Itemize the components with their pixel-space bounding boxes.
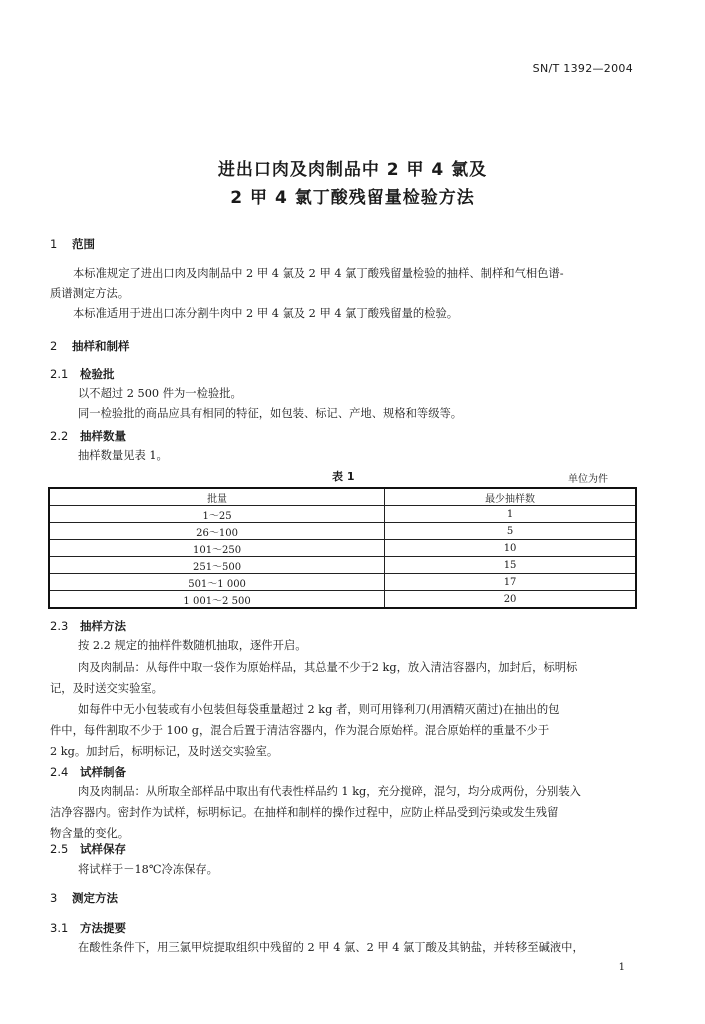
paragraph: 抽样数量见表 1。 [78, 449, 168, 462]
table-cell: 501～1 000 [49, 574, 385, 591]
subsection-2-1-heading [50, 366, 115, 382]
table-cell: 10 [385, 540, 636, 557]
table-row [49, 591, 636, 609]
table-row [49, 523, 636, 540]
table-row [49, 557, 636, 574]
table-cell: 26～100 [49, 523, 385, 540]
subsection-2-5-heading [50, 841, 126, 857]
paragraph: 按 2.2 规定的抽样件数随机抽取，逐件开启。 [78, 639, 307, 652]
sampling-table [48, 487, 637, 609]
paragraph: 肉及肉制品：从所取全部样品中取出有代表性样品约 1 kg，充分搅碎，混匀，均分成两份，分别装入 [78, 785, 581, 798]
paragraph: 同一检验批的商品应具有相同的特征，如包装、标记、产地、规格和等级等。 [78, 407, 463, 420]
paragraph: 在酸性条件下，用三氯甲烷提取组织中残留的 2 甲 4 氯、2 甲 4 氯丁酸及其钠盐，并转移至碱液中， [78, 941, 584, 954]
subsection-number: 2.1 [50, 367, 69, 381]
table-header-row [49, 488, 636, 506]
document-title-line2: 2 甲 4 氯丁酸残留量检验方法 [230, 188, 475, 208]
subsection-title: 试样保存 [80, 842, 126, 856]
paragraph-continued: 记，及时送交实验室。 [50, 682, 163, 695]
subsection-title: 检验批 [80, 367, 115, 381]
paragraph: 如每件中无小包装或有小包装但每袋重量超过 2 kg 者，则可用锋利刀(用酒精灭菌过)在抽出的包 [78, 703, 560, 716]
subsection-2-4-heading [50, 764, 126, 780]
paragraph-continued: 洁净容器内。密封作为试样，标明标记。在抽样和制样的操作过程中，应防止样品受到污染或发生残留 [50, 806, 559, 819]
table-cell: 20 [385, 591, 636, 609]
table-header-cell: 最少抽样数 [385, 488, 636, 506]
section-number: 1 [50, 237, 58, 251]
paragraph: 以不超过 2 500 件为一检验批。 [78, 387, 242, 400]
subsection-title: 方法提要 [80, 921, 126, 935]
paragraph: 肉及肉制品：从每件中取一袋作为原始样品，其总量不少于2 kg，放入清洁容器内，加封后，标明标 [78, 661, 578, 674]
table-cell: 1 001～2 500 [49, 591, 385, 609]
subsection-title: 抽样方法 [80, 619, 126, 633]
subsection-title: 抽样数量 [80, 429, 126, 443]
table-row [49, 540, 636, 557]
table-header-cell: 批量 [49, 488, 385, 506]
paragraph-continued: 质谱测定方法。 [50, 287, 130, 300]
subsection-2-3-heading [50, 618, 126, 634]
section-number: 2 [50, 339, 58, 353]
subsection-number: 2.3 [50, 619, 69, 633]
section-title: 范围 [72, 237, 95, 251]
section-title: 测定方法 [72, 891, 118, 905]
section-1-heading [50, 236, 95, 252]
document-title-line1: 进出口肉及肉制品中 2 甲 4 氯及 [217, 160, 488, 180]
standard-number: SN/T 1392—2004 [532, 62, 633, 75]
subsection-title: 试样制备 [80, 765, 126, 779]
paragraph-continued: 2 kg。加封后，标明标记，及时送交实验室。 [50, 745, 279, 758]
table-unit: 单位为件 [568, 474, 608, 485]
paragraph: 将试样于－18℃冷冻保存。 [78, 863, 218, 876]
table-cell: 251～500 [49, 557, 385, 574]
section-title: 抽样和制样 [72, 339, 130, 353]
paragraph: 本标准规定了进出口肉及肉制品中 2 甲 4 氯及 2 甲 4 氯丁酸残留量检验的抽样、制样和气相色谱- [73, 267, 564, 280]
paragraph-continued: 物含量的变化。 [50, 827, 130, 840]
table-cell: 15 [385, 557, 636, 574]
section-number: 3 [50, 891, 58, 905]
subsection-number: 2.5 [50, 842, 69, 856]
table-cell: 101～250 [49, 540, 385, 557]
subsection-2-2-heading [50, 428, 126, 444]
paragraph: 本标准适用于进出口冻分割牛肉中 2 甲 4 氯及 2 甲 4 氯丁酸残留量的检验。 [73, 307, 459, 320]
table-caption: 表 1 [332, 470, 355, 483]
page-number: 1 [618, 962, 625, 973]
subsection-number: 2.2 [50, 429, 69, 443]
subsection-number: 2.4 [50, 765, 69, 779]
table-row [49, 574, 636, 591]
section-2-heading [50, 338, 130, 354]
subsection-number: 3.1 [50, 921, 69, 935]
section-3-heading [50, 890, 118, 906]
table-cell: 1 [385, 506, 636, 523]
table-cell: 1～25 [49, 506, 385, 523]
table-cell: 17 [385, 574, 636, 591]
paragraph-continued: 件中，每件割取不少于 100 g，混合后置于清洁容器内，作为混合原始样。混合原始样的重量不少于 [50, 724, 550, 737]
subsection-3-1-heading [50, 920, 126, 936]
table-cell: 5 [385, 523, 636, 540]
table-row [49, 506, 636, 523]
